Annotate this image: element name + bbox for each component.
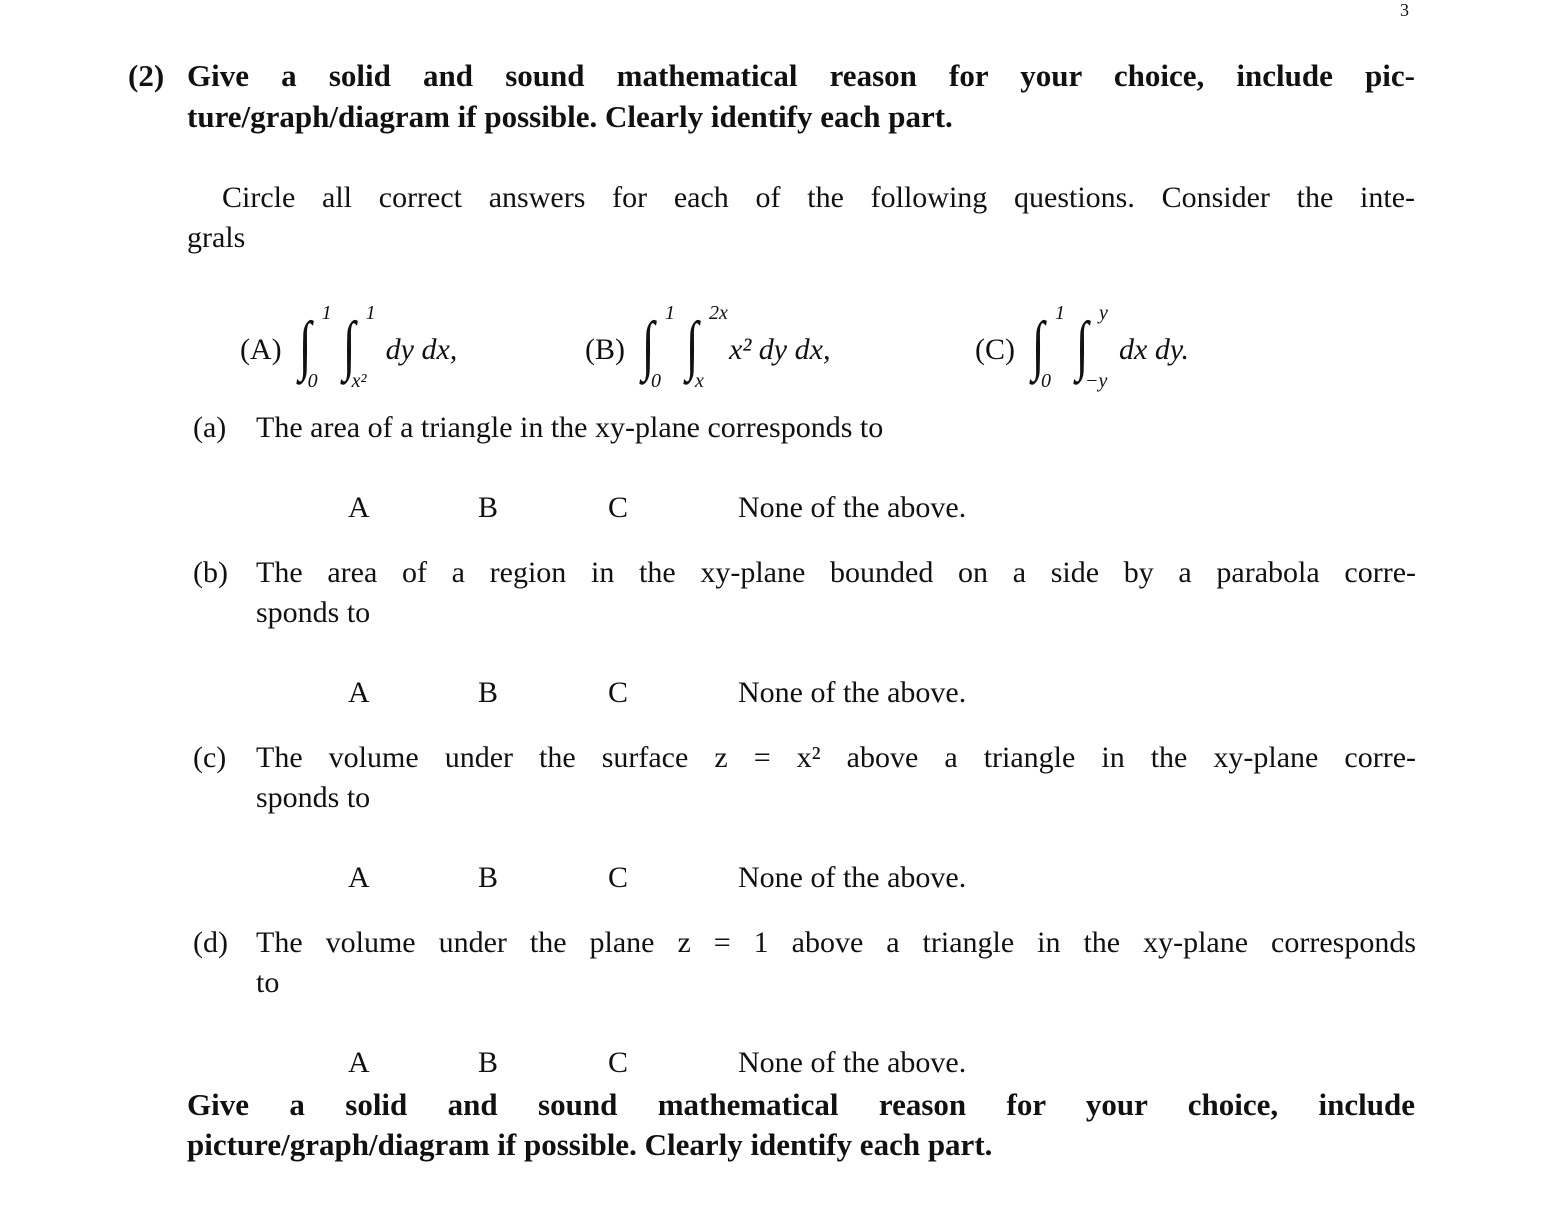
answer-choice-c[interactable]: C bbox=[608, 1046, 629, 1079]
question-label: (a) bbox=[193, 411, 227, 444]
inner-lower-limit: x² bbox=[351, 370, 367, 392]
outer-upper-limit: 1 bbox=[1055, 302, 1065, 324]
header-line-1: Give a solid and sound mathematical reason for your choice, include pic- bbox=[187, 58, 1415, 93]
inner-integral-sign: ∫ 1 x² bbox=[342, 302, 376, 392]
inner-integral-sign: ∫ 2x x bbox=[685, 302, 728, 392]
answer-choice-none[interactable]: None of the above. bbox=[738, 1046, 967, 1079]
question-text-line-2: sponds to bbox=[256, 596, 371, 629]
outer-integral-sign: ∫ 1 0 bbox=[641, 302, 675, 392]
answer-choice-a[interactable]: A bbox=[348, 491, 370, 524]
outer-lower-limit: 0 bbox=[1041, 370, 1051, 392]
inner-lower-limit: −y bbox=[1085, 370, 1108, 392]
answer-choice-b[interactable]: B bbox=[478, 1046, 499, 1079]
outer-upper-limit: 1 bbox=[321, 302, 332, 324]
answer-choice-b[interactable]: B bbox=[478, 676, 499, 709]
footer-line-1: Give a solid and sound mathematical reason for your choice, include bbox=[187, 1087, 1415, 1122]
answer-choice-c[interactable]: C bbox=[608, 491, 629, 524]
answer-choice-a[interactable]: A bbox=[348, 861, 370, 894]
question-label: (b) bbox=[193, 556, 228, 589]
integral-c bbox=[975, 300, 1189, 400]
integral-b bbox=[585, 300, 830, 400]
question-text-line-1: The volume under the plane z = 1 above a triangle in the xy-plane corresponds bbox=[256, 926, 1416, 959]
integral-a bbox=[240, 300, 457, 400]
answer-choice-none[interactable]: None of the above. bbox=[738, 861, 967, 894]
outer-upper-limit: 1 bbox=[665, 302, 675, 324]
outer-lower-limit: 0 bbox=[307, 370, 318, 392]
outer-lower-limit: 0 bbox=[651, 370, 661, 392]
inner-upper-limit: 1 bbox=[365, 302, 376, 324]
answer-choice-c[interactable]: C bbox=[608, 676, 629, 709]
answer-choice-b[interactable]: B bbox=[478, 491, 499, 524]
integrand: dx dy. bbox=[1119, 333, 1189, 366]
question-label: (c) bbox=[193, 741, 227, 774]
integrand: dy dx, bbox=[385, 333, 458, 366]
problem-number: (2) bbox=[128, 58, 165, 93]
question-text-line-2: sponds to bbox=[256, 781, 371, 814]
answer-choice-c[interactable]: C bbox=[608, 861, 629, 894]
integrand: x² dy dx, bbox=[729, 333, 831, 366]
integral-label: (B) bbox=[585, 333, 625, 366]
answer-choice-a[interactable]: A bbox=[348, 1046, 370, 1079]
question-text-line-1: The area of a triangle in the xy-plane corresponds to bbox=[256, 411, 884, 444]
outer-integral-sign: ∫ 1 0 bbox=[1031, 302, 1065, 392]
header-line-2: ture/graph/diagram if possible. Clearly identify each part. bbox=[187, 99, 953, 134]
answer-choice-none[interactable]: None of the above. bbox=[738, 491, 967, 524]
page-number: 3 bbox=[1400, 0, 1409, 20]
inner-upper-limit: 2x bbox=[709, 302, 728, 324]
footer-line-2: picture/graph/diagram if possible. Clearly identify each part. bbox=[187, 1127, 993, 1162]
intro-line-1: Circle all correct answers for each of the following questions. Consider the inte- bbox=[222, 181, 1415, 214]
question-label: (d) bbox=[193, 926, 228, 959]
inner-lower-limit: x bbox=[695, 370, 704, 392]
integral-label: (C) bbox=[975, 333, 1015, 366]
intro-line-2: grals bbox=[187, 221, 246, 254]
answer-choice-b[interactable]: B bbox=[478, 861, 499, 894]
inner-integral-sign: ∫ y −y bbox=[1075, 302, 1108, 392]
question-text-line-2: to bbox=[256, 966, 280, 999]
inner-upper-limit: y bbox=[1099, 302, 1108, 324]
outer-integral-sign: ∫ 1 0 bbox=[298, 302, 332, 392]
question-text-line-1: The area of a region in the xy-plane bounded on a side by a parabola corre- bbox=[256, 556, 1416, 589]
answer-choice-none[interactable]: None of the above. bbox=[738, 676, 967, 709]
integral-label: (A) bbox=[240, 333, 282, 366]
question-text-line-1: The volume under the surface z = x² above a triangle in the xy-plane corre- bbox=[256, 741, 1416, 774]
answer-choice-a[interactable]: A bbox=[348, 676, 370, 709]
